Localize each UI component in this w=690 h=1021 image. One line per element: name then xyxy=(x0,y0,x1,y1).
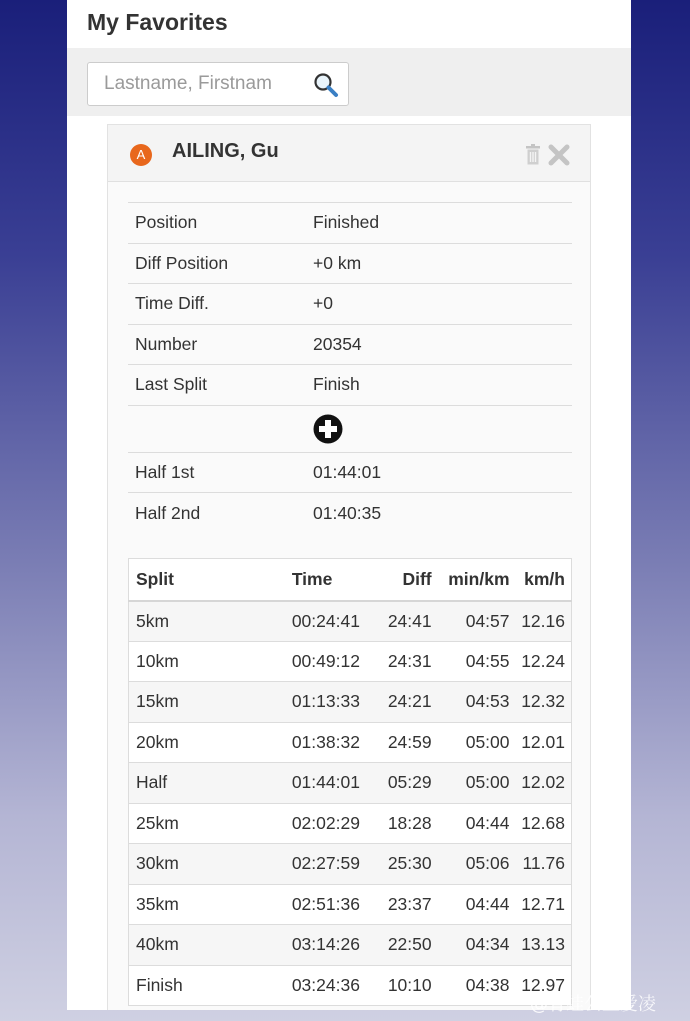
split-cell-pace: 04:44 xyxy=(438,884,516,925)
info-label: Last Split xyxy=(128,365,313,406)
search-icon[interactable] xyxy=(313,72,339,98)
split-row xyxy=(129,844,572,885)
col-header-pace[interactable]: min/km xyxy=(438,559,516,601)
split-cell-pace: 05:00 xyxy=(438,763,516,804)
split-cell-split: 5km xyxy=(129,601,268,642)
split-cell-diff: 23:37 xyxy=(378,884,438,925)
info-row xyxy=(128,203,572,244)
split-cell-split: 35km xyxy=(129,884,268,925)
splits-table xyxy=(128,558,572,1006)
search-input[interactable] xyxy=(88,63,306,105)
info-value: +0 km xyxy=(313,243,572,284)
col-header-time[interactable]: Time xyxy=(268,559,378,601)
col-header-speed[interactable]: km/h xyxy=(516,559,572,601)
split-cell-split: 10km xyxy=(129,641,268,682)
split-cell-speed: 11.76 xyxy=(516,844,572,885)
split-cell-pace: 05:06 xyxy=(438,844,516,885)
split-cell-diff: 10:10 xyxy=(378,965,438,1006)
split-cell-time: 01:44:01 xyxy=(268,763,378,804)
split-cell-speed: 12.97 xyxy=(516,965,572,1006)
split-cell-diff: 18:28 xyxy=(378,803,438,844)
expand-row xyxy=(128,405,572,452)
split-cell-diff: 22:50 xyxy=(378,925,438,966)
split-cell-split: Half xyxy=(129,763,268,804)
half-label: Half 2nd xyxy=(128,493,313,534)
split-row xyxy=(129,965,572,1006)
split-cell-time: 00:49:12 xyxy=(268,641,378,682)
split-cell-pace: 04:55 xyxy=(438,641,516,682)
split-cell-split: 30km xyxy=(129,844,268,885)
split-cell-time: 02:02:29 xyxy=(268,803,378,844)
info-value: 20354 xyxy=(313,324,572,365)
favorites-page xyxy=(67,0,631,1010)
info-row xyxy=(128,243,572,284)
col-header-diff[interactable]: Diff xyxy=(378,559,438,601)
runner-badge: A xyxy=(130,144,152,166)
info-value: Finish xyxy=(313,365,572,406)
split-cell-pace: 05:00 xyxy=(438,722,516,763)
split-cell-diff: 24:31 xyxy=(378,641,438,682)
info-label: Diff Position xyxy=(128,243,313,284)
split-cell-split: 40km xyxy=(129,925,268,966)
info-row xyxy=(128,284,572,325)
split-cell-split: Finish xyxy=(129,965,268,1006)
runner-info-table xyxy=(128,202,572,533)
split-cell-time: 01:13:33 xyxy=(268,682,378,723)
split-cell-speed: 12.16 xyxy=(516,601,572,642)
split-cell-speed: 12.02 xyxy=(516,763,572,804)
split-cell-pace: 04:53 xyxy=(438,682,516,723)
expand-plus-icon[interactable] xyxy=(313,414,343,444)
info-value: Finished xyxy=(313,203,572,244)
split-cell-speed: 12.24 xyxy=(516,641,572,682)
split-cell-diff: 24:21 xyxy=(378,682,438,723)
watermark: @青蛙公主爱凌 xyxy=(530,994,656,1015)
close-icon[interactable] xyxy=(548,144,570,166)
split-cell-pace: 04:34 xyxy=(438,925,516,966)
half-row xyxy=(128,493,572,534)
split-row xyxy=(129,884,572,925)
split-cell-time: 00:24:41 xyxy=(268,601,378,642)
split-cell-diff: 24:41 xyxy=(378,601,438,642)
split-row xyxy=(129,763,572,804)
half-label: Half 1st xyxy=(128,452,313,493)
split-cell-time: 02:51:36 xyxy=(268,884,378,925)
search-bar xyxy=(67,48,631,116)
split-row xyxy=(129,641,572,682)
split-cell-diff: 05:29 xyxy=(378,763,438,804)
col-header-split[interactable]: Split xyxy=(129,559,268,601)
split-row xyxy=(129,682,572,723)
info-label: Position xyxy=(128,203,313,244)
split-cell-speed: 12.32 xyxy=(516,682,572,723)
split-cell-diff: 25:30 xyxy=(378,844,438,885)
half-value: 01:40:35 xyxy=(313,493,572,534)
split-cell-pace: 04:57 xyxy=(438,601,516,642)
split-row xyxy=(129,803,572,844)
info-label: Number xyxy=(128,324,313,365)
split-row xyxy=(129,722,572,763)
runner-name[interactable]: AILING, Gu xyxy=(172,140,279,162)
split-cell-pace: 04:38 xyxy=(438,965,516,1006)
split-cell-split: 25km xyxy=(129,803,268,844)
info-label: Time Diff. xyxy=(128,284,313,325)
split-cell-split: 20km xyxy=(129,722,268,763)
split-cell-speed: 13.13 xyxy=(516,925,572,966)
info-row xyxy=(128,365,572,406)
split-cell-split: 15km xyxy=(129,682,268,723)
splits-body xyxy=(129,601,572,1006)
split-cell-diff: 24:59 xyxy=(378,722,438,763)
half-value: 01:44:01 xyxy=(313,452,572,493)
runner-card xyxy=(107,124,591,1010)
search-box xyxy=(87,62,349,106)
split-cell-speed: 12.01 xyxy=(516,722,572,763)
split-cell-time: 02:27:59 xyxy=(268,844,378,885)
trash-icon[interactable] xyxy=(525,144,541,165)
page-title: My Favorites xyxy=(87,9,228,35)
half-row xyxy=(128,452,572,493)
split-cell-time: 03:14:26 xyxy=(268,925,378,966)
runner-card-header xyxy=(108,125,590,182)
splits-header-row xyxy=(129,559,572,601)
split-cell-speed: 12.71 xyxy=(516,884,572,925)
info-row xyxy=(128,324,572,365)
info-value: +0 xyxy=(313,284,572,325)
split-cell-time: 03:24:36 xyxy=(268,965,378,1006)
split-row xyxy=(129,601,572,642)
split-cell-speed: 12.68 xyxy=(516,803,572,844)
split-cell-time: 01:38:32 xyxy=(268,722,378,763)
split-cell-pace: 04:44 xyxy=(438,803,516,844)
split-row xyxy=(129,925,572,966)
